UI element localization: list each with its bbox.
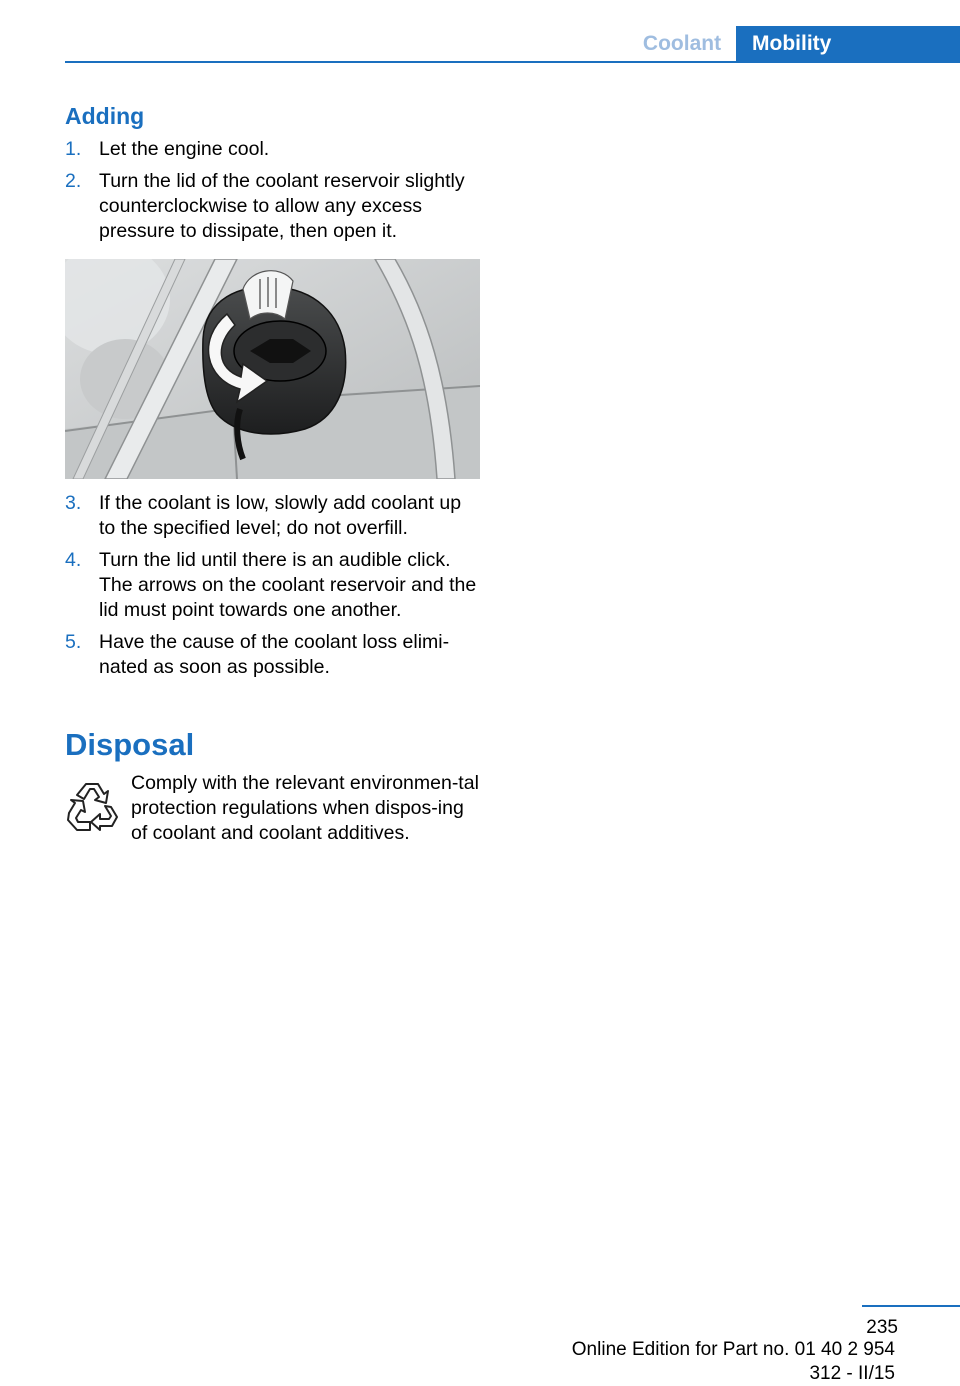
steps-list-first xyxy=(65,137,480,251)
step-number: 1. xyxy=(65,138,82,160)
step-number: 3. xyxy=(65,492,82,514)
tab-mobility[interactable]: Mobility xyxy=(736,26,960,62)
disposal-heading: Disposal xyxy=(65,727,195,762)
steps-list-second xyxy=(65,491,480,687)
step-item xyxy=(65,491,480,541)
step-number: 4. xyxy=(65,549,82,571)
step-item xyxy=(65,137,480,162)
step-text: Turn the lid of the coolant reservoir slightly counterclockwise to allow any excess pressure to dissipate, then open it. xyxy=(99,170,465,242)
tab-coolant[interactable]: Coolant xyxy=(642,32,722,55)
step-item xyxy=(65,548,480,623)
step-item xyxy=(65,169,480,244)
coolant-reservoir-drawing xyxy=(65,259,480,479)
adding-heading: Adding xyxy=(65,103,145,129)
step-item xyxy=(65,630,480,680)
disposal-text: Comply with the relevant environmen-tal protection regulations when dispos-ing of coolant and coolant additives. xyxy=(131,772,479,844)
page-number: 235 xyxy=(866,1317,898,1338)
step-text: Let the engine cool. xyxy=(99,138,270,160)
step-number: 5. xyxy=(65,631,82,653)
page-number-rule xyxy=(862,1305,960,1307)
header-rule xyxy=(65,61,960,63)
step-text: Have the cause of the coolant loss elimi-nated as soon as possible. xyxy=(99,631,450,678)
step-text: If the coolant is low, slowly add coolant up to the specified level; do not overfill. xyxy=(99,492,462,539)
step-number: 2. xyxy=(65,170,82,192)
recycle-icon xyxy=(64,776,120,832)
edition-footer: Online Edition for Part no. 01 40 2 954 312 - II/15 xyxy=(571,1339,895,1384)
coolant-reservoir-illustration xyxy=(65,259,480,479)
step-text: Turn the lid until there is an audible click. The arrows on the coolant reservoir and the lid must point towards one another. xyxy=(99,549,477,621)
